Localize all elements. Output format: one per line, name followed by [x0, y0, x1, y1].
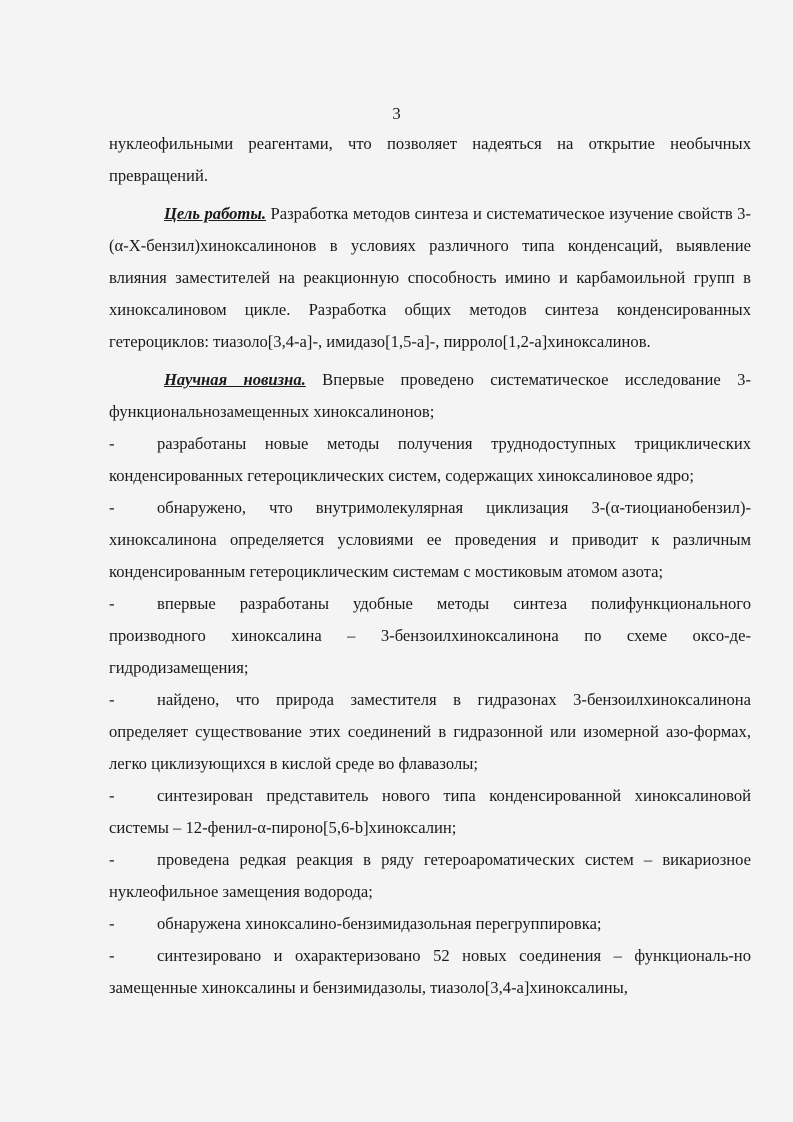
bullet-text: синтезирован представитель нового типа конденсированной хиноксалиновой системы – 12-фенил-α-пироно[5,6-b]хиноксалин; [109, 786, 751, 837]
bullet-dash: - [109, 434, 115, 453]
bullet-text: обнаружена хиноксалино-бензимидазольная перегруппировка; [157, 914, 602, 933]
novelty-text: Впервые проведено систематическое исследование 3-функциональнозамещенных хиноксалинонов; [109, 370, 751, 421]
bullet-item [109, 684, 751, 780]
bullet-dash: - [109, 850, 115, 869]
bullet-dash: - [109, 498, 115, 517]
bullet-item [109, 492, 751, 588]
bullet-dash: - [109, 786, 115, 805]
bullet-text: обнаружено, что внутримолекулярная циклизация 3-(α-тиоцианобензил)-хиноксалинона определяется условиями ее проведения и приводит к различным конденсированным гетероциклическим системам с мостиковым атомом азота; [109, 498, 751, 581]
bullet-item [109, 844, 751, 908]
bullet-item [109, 780, 751, 844]
goal-text: Разработка методов синтеза и систематическое изучение свойств 3-(α-Х-бензил)хиноксалинонов в условиях различного типа конденсаций, выявление влияния заместителей на реакционную способность имино и карбамоильной групп в хиноксалиновом цикле. Разработка общих методов синтеза конденсированных гетероциклов: тиазоло[3,4-а]-, имидазо[1,5-а]-, пирроло[1,2-а]хиноксалинов. [109, 204, 751, 351]
bullet-text: впервые разработаны удобные методы синтеза полифункционального производного хиноксалина – 3-бензоилхиноксалинона по схеме оксо-де-гидродизамещения; [109, 594, 751, 677]
bullet-dash: - [109, 690, 115, 709]
bullet-dash: - [109, 914, 115, 933]
bullet-item [109, 940, 751, 1004]
bullet-text: найдено, что природа заместителя в гидразонах 3-бензоилхиноксалинона определяет существование этих соединений в гидразонной или изомерной азо-формах, легко циклизующихся в кислой среде во флавазолы; [109, 690, 751, 773]
bullet-dash: - [109, 946, 115, 965]
document-body [109, 128, 751, 1004]
bullet-text: проведена редкая реакция в ряду гетероароматических систем – викариозное нуклеофильное замещения водорода; [109, 850, 751, 901]
bullet-text: разработаны новые методы получения труднодоступных трициклических конденсированных гетероциклических систем, содержащих хиноксалиновое ядро; [109, 434, 751, 485]
bullet-item [109, 908, 751, 940]
page-number: 3 [392, 104, 401, 123]
bullet-item [109, 428, 751, 492]
goal-heading: Цель работы. [164, 204, 267, 223]
bullet-dash: - [109, 594, 115, 613]
goal-paragraph [109, 198, 751, 358]
bullet-text: синтезировано и охарактеризовано 52 новых соединения – функциональ-но замещенные хиноксалины и бензимидазолы, тиазоло[3,4-а]хиноксалины, [109, 946, 751, 997]
bullet-item [109, 588, 751, 684]
intro-paragraph: нуклеофильными реагентами, что позволяет надеяться на открытие необычных превращений. [109, 134, 751, 185]
novelty-heading: Научная новизна. [164, 370, 306, 389]
novelty-paragraph [109, 364, 751, 428]
